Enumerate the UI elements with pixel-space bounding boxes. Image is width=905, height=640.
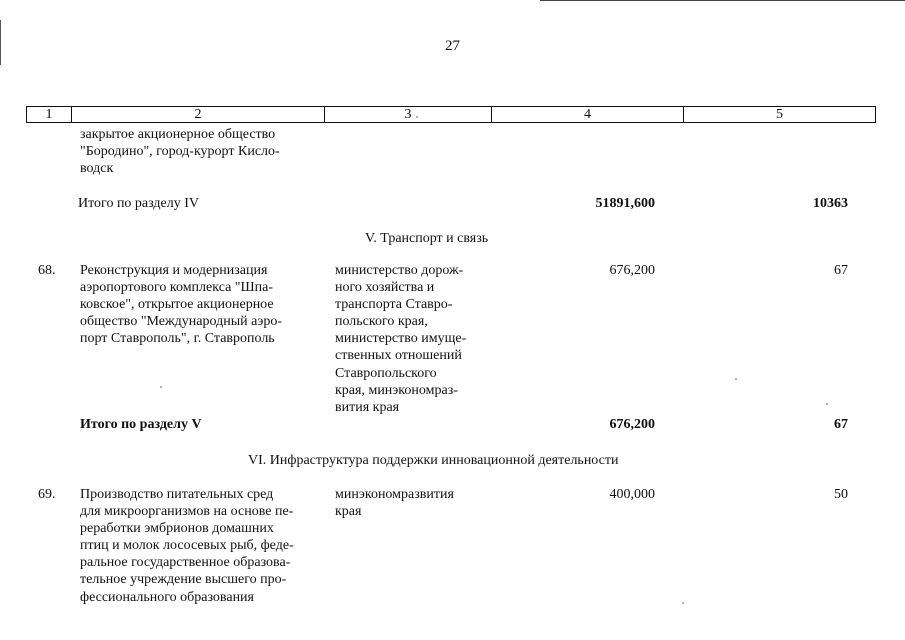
total-iv-col4: 51891,600 (595, 196, 655, 211)
scan-speck (416, 116, 418, 118)
continuation-org: закрытое акционерное общество "Бородино", город-курорт Кисло- водск (80, 127, 280, 177)
column-header-3: 3 (404, 107, 412, 122)
row-68-col4: 676,200 (609, 263, 655, 278)
row-68-number: 68. (38, 263, 56, 278)
row-69-col4: 400,000 (609, 487, 655, 502)
total-iv-col5: 10363 (813, 196, 848, 211)
total-iv-label: Итого по разделу IV (78, 196, 200, 211)
row-68-executor: министерство дорож- ного хозяйства и транспорта Ставро- польского края, министерство имуще- ственных отношений Ставропольского края, минэкономраз- вития края (335, 263, 467, 415)
total-v-col4: 676,200 (609, 417, 655, 432)
page-number: 27 (445, 38, 460, 54)
total-v-label: Итого по разделу V (80, 417, 202, 432)
column-header-row (26, 106, 876, 123)
column-header-1: 1 (45, 107, 53, 122)
row-69-col5: 50 (834, 487, 848, 502)
scan-speck (160, 386, 162, 388)
row-68-name: Реконструкция и модернизация аэропортового комплекса "Шпа- ковское", открытое акционерное общество "Международный аэро- порт Ставрополь", г. Ставрополь (80, 263, 283, 347)
scan-speck (826, 403, 828, 405)
section-v-title: V. Транспорт и связь (365, 231, 489, 246)
row-69-executor: минэкономразвития края (335, 487, 454, 520)
scan-top-rule (540, 0, 905, 1)
column-header-4: 4 (584, 107, 591, 122)
row-69-number: 69. (38, 487, 56, 502)
scan-speck (735, 378, 737, 380)
section-vi-title: VI. Инфраструктура поддержки инновационной деятельности (248, 453, 619, 468)
row-69-name: Производство питательных сред для микроорганизмов на основе пе- реработки эмбрионов домашних птиц и молок лососевых рыб, феде- ральное государственное образова- тельное учреждение высшего про- фессионального образования (80, 487, 294, 605)
column-header-2: 2 (194, 107, 202, 122)
total-v-col5: 67 (834, 417, 848, 432)
row-68-col5: 67 (834, 263, 848, 278)
column-header-5: 5 (776, 107, 783, 122)
scan-speck (682, 602, 684, 604)
